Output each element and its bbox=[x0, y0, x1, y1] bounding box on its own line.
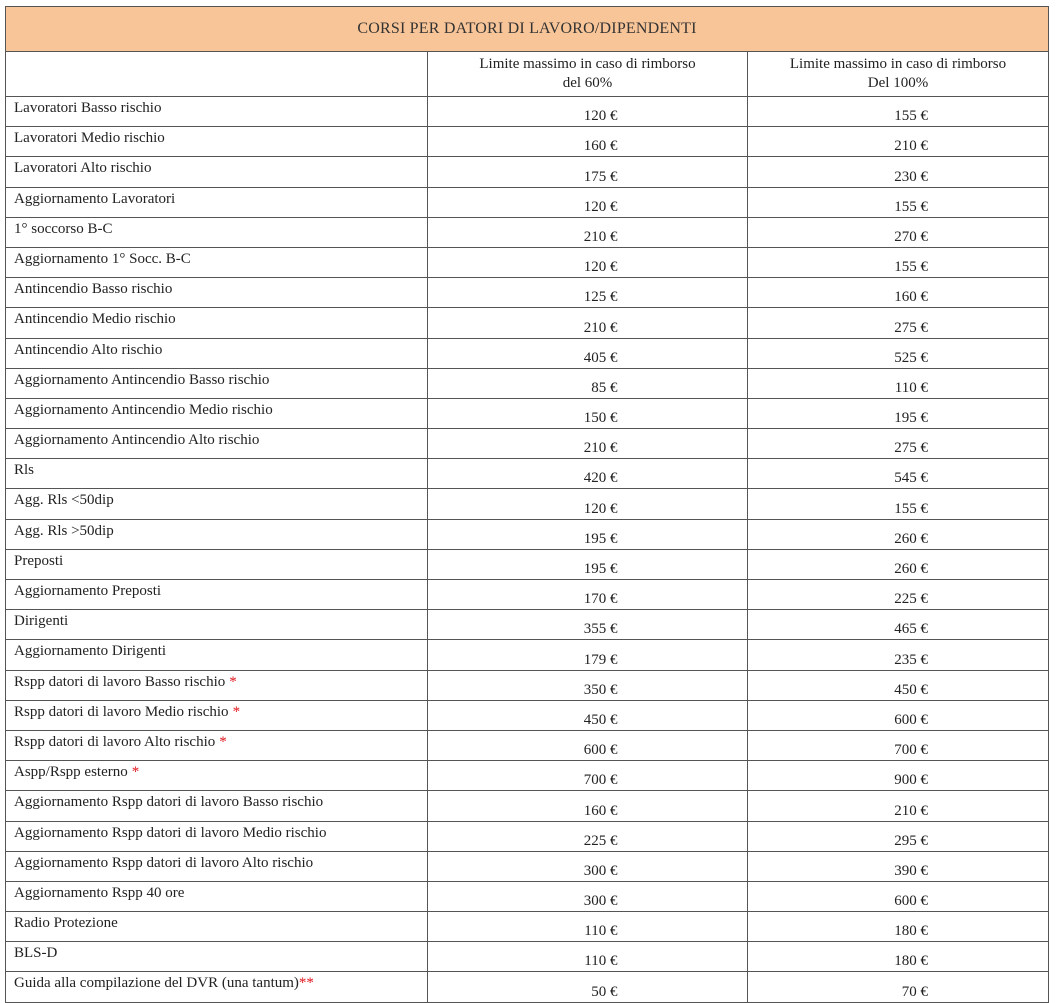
header-row bbox=[6, 52, 1049, 97]
course-name: Rspp datori di lavoro Medio rischio bbox=[14, 703, 229, 720]
course-name-cell bbox=[6, 338, 428, 368]
course-name: Aggiornamento Rspp 40 ore bbox=[14, 884, 185, 901]
value-60: 210 € bbox=[583, 319, 618, 336]
table-row bbox=[6, 851, 1049, 881]
value-60: 110 € bbox=[584, 953, 618, 970]
value-60-cell bbox=[428, 459, 748, 489]
value-60-cell bbox=[428, 972, 748, 1002]
value-60: 120 € bbox=[583, 198, 618, 215]
table-row bbox=[6, 278, 1049, 308]
value-60-cell bbox=[428, 670, 748, 700]
header-100-line1: Limite massimo in caso di rimborso bbox=[789, 56, 1007, 72]
value-60-cell bbox=[428, 791, 748, 821]
table-row bbox=[6, 217, 1049, 247]
value-60: 170 € bbox=[583, 591, 618, 608]
course-name-cell bbox=[6, 217, 428, 247]
course-name: Rspp datori di lavoro Basso rischio bbox=[14, 673, 226, 690]
value-60-cell bbox=[428, 519, 748, 549]
value-100: 900 € bbox=[894, 772, 928, 789]
value-60-cell bbox=[428, 429, 748, 459]
value-60-cell bbox=[428, 942, 748, 972]
table-row bbox=[6, 368, 1049, 398]
header-60-line1: Limite massimo in caso di rimborso bbox=[479, 56, 696, 72]
value-100-cell bbox=[748, 429, 1049, 459]
table-row bbox=[6, 429, 1049, 459]
value-60: 350 € bbox=[583, 681, 618, 698]
table-row bbox=[6, 580, 1049, 610]
value-60: 420 € bbox=[583, 470, 618, 487]
table-row bbox=[6, 127, 1049, 157]
value-100: 465 € bbox=[894, 621, 928, 638]
value-60-cell bbox=[428, 127, 748, 157]
course-name-cell bbox=[6, 459, 428, 489]
header-100-line2: Del 100% bbox=[867, 75, 929, 91]
value-60: 195 € bbox=[583, 561, 618, 577]
course-name: Antincendio Medio rischio bbox=[14, 311, 176, 328]
value-100-cell bbox=[748, 217, 1049, 247]
value-60: 225 € bbox=[583, 832, 618, 849]
table-row bbox=[6, 308, 1049, 338]
course-name: Aggiornamento Preposti bbox=[14, 583, 162, 599]
course-name: Rls bbox=[14, 462, 35, 479]
value-100-cell bbox=[748, 640, 1049, 670]
value-100: 180 € bbox=[894, 953, 928, 970]
value-100: 270 € bbox=[894, 228, 928, 245]
value-60: 300 € bbox=[583, 862, 618, 879]
course-name: Aggiornamento Antincendio Medio rischio bbox=[14, 401, 273, 418]
value-100: 210 € bbox=[894, 138, 928, 155]
course-name: Rspp datori di lavoro Alto rischio bbox=[14, 733, 216, 750]
course-name-cell bbox=[6, 821, 428, 851]
value-60: 450 € bbox=[583, 711, 618, 728]
course-name-cell bbox=[6, 489, 428, 519]
value-60: 700 € bbox=[583, 772, 618, 789]
value-60: 210 € bbox=[583, 440, 618, 457]
value-100: 70 € bbox=[901, 983, 928, 1000]
course-name: 1° soccorso B-C bbox=[14, 220, 113, 237]
course-name: BLS-D bbox=[14, 945, 58, 962]
value-100: 260 € bbox=[894, 561, 928, 577]
table-row bbox=[6, 187, 1049, 217]
value-100: 450 € bbox=[894, 681, 928, 698]
value-100: 180 € bbox=[894, 923, 928, 940]
course-name-cell bbox=[6, 730, 428, 760]
course-name: Aggiornamento Rspp datori di lavoro Basso rischio bbox=[14, 794, 324, 811]
table-row bbox=[6, 97, 1049, 127]
table-row bbox=[6, 640, 1049, 670]
value-100: 155 € bbox=[894, 198, 928, 215]
value-100-cell bbox=[748, 278, 1049, 308]
value-100: 210 € bbox=[894, 802, 928, 819]
value-100-cell bbox=[748, 338, 1049, 368]
value-100: 525 € bbox=[894, 349, 928, 366]
value-100-cell bbox=[748, 761, 1049, 791]
course-name-cell bbox=[6, 429, 428, 459]
value-100: 225 € bbox=[894, 591, 928, 608]
course-name-cell bbox=[6, 157, 428, 187]
value-60-cell bbox=[428, 97, 748, 127]
value-100: 260 € bbox=[894, 530, 928, 547]
course-name-cell bbox=[6, 580, 428, 610]
value-100-cell bbox=[748, 459, 1049, 489]
course-name-cell bbox=[6, 247, 428, 277]
table-row bbox=[6, 791, 1049, 821]
value-100: 235 € bbox=[894, 651, 928, 668]
value-100: 600 € bbox=[894, 711, 928, 728]
value-100-cell bbox=[748, 821, 1049, 851]
header-60 bbox=[428, 52, 748, 97]
course-name: Agg. Rls >50dip bbox=[14, 522, 114, 539]
value-100: 160 € bbox=[894, 289, 928, 306]
value-100: 195 € bbox=[894, 410, 928, 427]
course-name: Antincendio Alto rischio bbox=[14, 341, 163, 358]
course-name-cell bbox=[6, 127, 428, 157]
value-60-cell bbox=[428, 580, 748, 610]
value-60-cell bbox=[428, 187, 748, 217]
course-name-cell bbox=[6, 398, 428, 428]
asterisk-mark: * bbox=[232, 703, 241, 720]
value-100: 295 € bbox=[894, 832, 928, 849]
value-60: 120 € bbox=[583, 500, 618, 517]
table-row bbox=[6, 700, 1049, 730]
value-100-cell bbox=[748, 730, 1049, 760]
value-60-cell bbox=[428, 610, 748, 640]
value-60-cell bbox=[428, 217, 748, 247]
value-60: 355 € bbox=[583, 621, 618, 638]
value-100-cell bbox=[748, 791, 1049, 821]
value-100-cell bbox=[748, 157, 1049, 187]
value-100-cell bbox=[748, 247, 1049, 277]
value-100: 275 € bbox=[894, 319, 928, 336]
value-100-cell bbox=[748, 851, 1049, 881]
course-name-cell bbox=[6, 761, 428, 791]
value-100-cell bbox=[748, 972, 1049, 1002]
table-title: CORSI PER DATORI DI LAVORO/DIPENDENTI bbox=[6, 7, 1049, 52]
value-100-cell bbox=[748, 700, 1049, 730]
course-name: Guida alla compilazione del DVR (una tantum) bbox=[14, 975, 299, 992]
table-row bbox=[6, 549, 1049, 579]
table-row bbox=[6, 157, 1049, 187]
course-name-cell bbox=[6, 278, 428, 308]
value-100: 155 € bbox=[894, 108, 928, 125]
value-100: 600 € bbox=[894, 893, 928, 910]
table-row bbox=[6, 610, 1049, 640]
course-name-cell bbox=[6, 549, 428, 579]
table-row bbox=[6, 519, 1049, 549]
table-row bbox=[6, 398, 1049, 428]
course-name-cell bbox=[6, 610, 428, 640]
header-100 bbox=[748, 52, 1049, 97]
value-100: 155 € bbox=[894, 259, 928, 276]
value-60-cell bbox=[428, 881, 748, 911]
value-60: 160 € bbox=[583, 138, 618, 155]
title-row bbox=[6, 7, 1049, 52]
course-name: Dirigenti bbox=[14, 613, 69, 630]
value-100-cell bbox=[748, 881, 1049, 911]
value-60: 120 € bbox=[583, 108, 618, 125]
value-60-cell bbox=[428, 700, 748, 730]
value-100-cell bbox=[748, 97, 1049, 127]
value-60: 195 € bbox=[583, 530, 618, 547]
value-60-cell bbox=[428, 157, 748, 187]
course-name: Preposti bbox=[14, 552, 64, 569]
course-name-cell bbox=[6, 97, 428, 127]
value-60-cell bbox=[428, 398, 748, 428]
value-60: 120 € bbox=[583, 259, 618, 276]
value-60: 125 € bbox=[583, 289, 618, 306]
course-name-cell bbox=[6, 972, 428, 1002]
value-100-cell bbox=[748, 398, 1049, 428]
course-name-cell bbox=[6, 851, 428, 881]
table-row bbox=[6, 459, 1049, 489]
value-100-cell bbox=[748, 912, 1049, 942]
value-60: 405 € bbox=[583, 349, 618, 366]
value-60: 110 € bbox=[584, 923, 618, 940]
course-name-cell bbox=[6, 640, 428, 670]
value-100: 230 € bbox=[894, 168, 928, 185]
value-60-cell bbox=[428, 549, 748, 579]
value-60-cell bbox=[428, 912, 748, 942]
course-name: Lavoratori Medio rischio bbox=[14, 130, 165, 147]
table-row bbox=[6, 912, 1049, 942]
value-100-cell bbox=[748, 549, 1049, 579]
course-name-cell bbox=[6, 700, 428, 730]
course-name-cell bbox=[6, 187, 428, 217]
table-row bbox=[6, 821, 1049, 851]
price-table-container bbox=[5, 6, 1048, 1003]
table-row bbox=[6, 942, 1049, 972]
course-name-cell bbox=[6, 791, 428, 821]
value-100-cell bbox=[748, 187, 1049, 217]
course-name: Aggiornamento Rspp datori di lavoro Medio rischio bbox=[14, 824, 327, 841]
value-60-cell bbox=[428, 338, 748, 368]
value-100: 700 € bbox=[894, 742, 928, 759]
value-60: 210 € bbox=[583, 228, 618, 245]
table-row bbox=[6, 972, 1049, 1002]
value-60: 175 € bbox=[583, 168, 618, 185]
value-60-cell bbox=[428, 761, 748, 791]
course-name: Aggiornamento Lavoratori bbox=[14, 190, 176, 207]
value-100-cell bbox=[748, 580, 1049, 610]
value-100: 545 € bbox=[894, 470, 928, 487]
table-row bbox=[6, 761, 1049, 791]
table-row bbox=[6, 670, 1049, 700]
course-name: Lavoratori Basso rischio bbox=[14, 100, 162, 116]
value-60-cell bbox=[428, 851, 748, 881]
table-row bbox=[6, 247, 1049, 277]
course-name-cell bbox=[6, 942, 428, 972]
value-60-cell bbox=[428, 308, 748, 338]
course-name: Radio Protezione bbox=[14, 915, 118, 932]
value-60-cell bbox=[428, 640, 748, 670]
value-100-cell bbox=[748, 368, 1049, 398]
course-name: Agg. Rls <50dip bbox=[14, 492, 114, 509]
table-row bbox=[6, 489, 1049, 519]
value-60: 179 € bbox=[583, 651, 618, 668]
header-60-line2: del 60% bbox=[562, 75, 613, 91]
table-row bbox=[6, 338, 1049, 368]
value-60: 150 € bbox=[583, 410, 618, 427]
asterisk-mark: * bbox=[219, 733, 227, 750]
value-100-cell bbox=[748, 610, 1049, 640]
value-60: 600 € bbox=[583, 742, 618, 759]
value-60: 160 € bbox=[583, 802, 618, 819]
value-100: 275 € bbox=[894, 440, 928, 457]
course-name: Aggiornamento Antincendio Basso rischio bbox=[14, 371, 270, 388]
course-name: Aggiornamento Rspp datori di lavoro Alto rischio bbox=[14, 854, 314, 871]
header-empty-cell bbox=[6, 52, 428, 97]
value-100-cell bbox=[748, 519, 1049, 549]
course-name: Aggiornamento 1° Socc. B-C bbox=[14, 250, 191, 267]
value-100-cell bbox=[748, 127, 1049, 157]
value-100-cell bbox=[748, 942, 1049, 972]
value-60-cell bbox=[428, 489, 748, 519]
course-name-cell bbox=[6, 308, 428, 338]
course-name-cell bbox=[6, 670, 428, 700]
value-100: 110 € bbox=[894, 379, 928, 396]
value-60: 50 € bbox=[591, 983, 618, 1000]
value-100-cell bbox=[748, 670, 1049, 700]
course-name-cell bbox=[6, 368, 428, 398]
asterisk-mark: * bbox=[131, 764, 140, 781]
value-100: 155 € bbox=[894, 500, 928, 517]
value-60-cell bbox=[428, 368, 748, 398]
value-60-cell bbox=[428, 821, 748, 851]
value-100-cell bbox=[748, 489, 1049, 519]
course-name: Aggiornamento Dirigenti bbox=[14, 643, 167, 660]
course-name-cell bbox=[6, 912, 428, 942]
price-table bbox=[5, 6, 1049, 1003]
value-60: 85 € bbox=[591, 379, 618, 396]
course-name-cell bbox=[6, 881, 428, 911]
table-row bbox=[6, 881, 1049, 911]
value-60-cell bbox=[428, 730, 748, 760]
course-name: Aggiornamento Antincendio Alto rischio bbox=[14, 432, 260, 449]
value-60-cell bbox=[428, 278, 748, 308]
course-name-cell bbox=[6, 519, 428, 549]
value-100: 390 € bbox=[894, 862, 928, 879]
value-60: 300 € bbox=[583, 893, 618, 910]
course-name: Aspp/Rspp esterno bbox=[14, 764, 128, 781]
value-100-cell bbox=[748, 308, 1049, 338]
course-name: Antincendio Basso rischio bbox=[14, 281, 173, 298]
value-60-cell bbox=[428, 247, 748, 277]
asterisk-mark: ** bbox=[298, 975, 314, 992]
table-row bbox=[6, 730, 1049, 760]
course-name: Lavoratori Alto rischio bbox=[14, 160, 152, 177]
asterisk-mark: * bbox=[229, 673, 237, 690]
